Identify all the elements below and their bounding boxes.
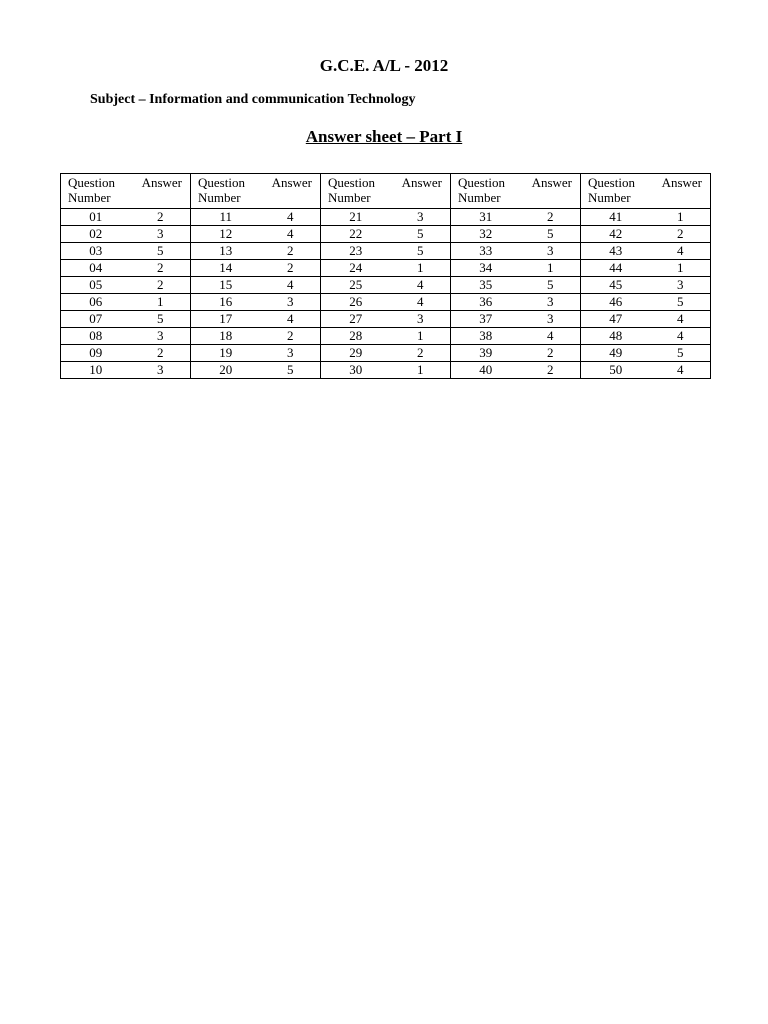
question-number-cell: 41 [581, 209, 651, 226]
page-title: G.C.E. A/L - 2012 [319, 56, 449, 75]
header-answer: Answer [651, 174, 711, 209]
answer-cell: 2 [261, 328, 321, 345]
question-number-cell: 46 [581, 294, 651, 311]
question-number-cell: 15 [191, 277, 261, 294]
question-number-cell: 04 [61, 260, 131, 277]
question-number-cell: 44 [581, 260, 651, 277]
answer-cell: 5 [131, 243, 191, 260]
question-number-cell: 50 [581, 362, 651, 379]
question-number-cell: 27 [321, 311, 391, 328]
question-number-cell: 19 [191, 345, 261, 362]
question-number-cell: 26 [321, 294, 391, 311]
answer-cell: 2 [261, 243, 321, 260]
answer-cell: 3 [131, 328, 191, 345]
answer-cell: 4 [261, 226, 321, 243]
answer-cell: 1 [391, 362, 451, 379]
answer-cell: 5 [131, 311, 191, 328]
answer-cell: 3 [521, 243, 581, 260]
answer-cell: 2 [521, 362, 581, 379]
answer-cell: 3 [391, 311, 451, 328]
question-number-cell: 13 [191, 243, 261, 260]
answer-cell: 2 [131, 209, 191, 226]
question-number-cell: 10 [61, 362, 131, 379]
question-number-cell: 37 [451, 311, 521, 328]
answer-cell: 4 [261, 209, 321, 226]
question-number-cell: 12 [191, 226, 261, 243]
question-number-cell: 05 [61, 277, 131, 294]
header-question-label: Question [68, 175, 115, 190]
header-question-number [321, 174, 391, 209]
header-question-label: Question [458, 175, 505, 190]
question-number-cell: 23 [321, 243, 391, 260]
question-number-cell: 42 [581, 226, 651, 243]
table-row [61, 311, 711, 328]
answer-cell: 2 [521, 345, 581, 362]
question-number-cell: 03 [61, 243, 131, 260]
question-number-cell: 31 [451, 209, 521, 226]
question-number-cell: 36 [451, 294, 521, 311]
answer-cell: 4 [521, 328, 581, 345]
answer-cell: 4 [261, 277, 321, 294]
answer-cell: 1 [651, 260, 711, 277]
answer-cell: 2 [131, 277, 191, 294]
answer-cell: 3 [261, 294, 321, 311]
question-number-cell: 07 [61, 311, 131, 328]
answer-cell: 4 [261, 311, 321, 328]
question-number-cell: 32 [451, 226, 521, 243]
question-number-cell: 01 [61, 209, 131, 226]
answer-cell: 5 [391, 243, 451, 260]
table-body [61, 209, 711, 379]
question-number-cell: 33 [451, 243, 521, 260]
question-number-cell: 06 [61, 294, 131, 311]
answer-cell: 4 [651, 362, 711, 379]
question-number-cell: 35 [451, 277, 521, 294]
question-number-cell: 40 [451, 362, 521, 379]
answer-cell: 1 [391, 328, 451, 345]
question-number-cell: 21 [321, 209, 391, 226]
header-question-number [451, 174, 521, 209]
answer-cell: 2 [131, 345, 191, 362]
header-answer: Answer [131, 174, 191, 209]
header-question-label: Question [588, 175, 635, 190]
table-row [61, 345, 711, 362]
question-number-cell: 08 [61, 328, 131, 345]
table-row [61, 328, 711, 345]
answer-cell: 2 [651, 226, 711, 243]
header-answer: Answer [521, 174, 581, 209]
question-number-cell: 48 [581, 328, 651, 345]
question-number-cell: 16 [191, 294, 261, 311]
question-number-cell: 18 [191, 328, 261, 345]
header-answer: Answer [391, 174, 451, 209]
header-question-number [581, 174, 651, 209]
table-row [61, 226, 711, 243]
answer-cell: 3 [391, 209, 451, 226]
question-number-cell: 20 [191, 362, 261, 379]
answer-cell: 4 [651, 328, 711, 345]
table-row [61, 260, 711, 277]
header-number-label: Number [328, 190, 371, 205]
header-answer: Answer [261, 174, 321, 209]
answer-cell: 4 [651, 311, 711, 328]
question-number-cell: 38 [451, 328, 521, 345]
header-question-label: Question [198, 175, 245, 190]
subject-line: Subject – Information and communication Technology [90, 92, 416, 107]
answer-cell: 3 [131, 362, 191, 379]
answer-cell: 1 [391, 260, 451, 277]
table-header-row [61, 174, 711, 209]
question-number-cell: 22 [321, 226, 391, 243]
answer-cell: 1 [131, 294, 191, 311]
answer-cell: 5 [651, 345, 711, 362]
table-row [61, 243, 711, 260]
answer-cell: 2 [391, 345, 451, 362]
answer-sheet-title: Answer sheet – Part I [305, 127, 463, 146]
answer-cell: 2 [521, 209, 581, 226]
header-number-label: Number [198, 190, 241, 205]
header-number-label: Number [68, 190, 111, 205]
question-number-cell: 02 [61, 226, 131, 243]
answer-cell: 3 [521, 311, 581, 328]
question-number-cell: 30 [321, 362, 391, 379]
table-row [61, 277, 711, 294]
answer-cell: 3 [261, 345, 321, 362]
answer-cell: 4 [651, 243, 711, 260]
question-number-cell: 49 [581, 345, 651, 362]
header-question-number [191, 174, 261, 209]
answer-cell: 1 [521, 260, 581, 277]
question-number-cell: 17 [191, 311, 261, 328]
answer-cell: 4 [391, 277, 451, 294]
table-row [61, 294, 711, 311]
answer-cell: 5 [261, 362, 321, 379]
answer-cell: 2 [131, 260, 191, 277]
question-number-cell: 34 [451, 260, 521, 277]
header-question-number [61, 174, 131, 209]
table-row [61, 209, 711, 226]
answer-cell: 2 [261, 260, 321, 277]
header-number-label: Number [588, 190, 631, 205]
question-number-cell: 14 [191, 260, 261, 277]
answer-cell: 4 [391, 294, 451, 311]
answer-table [60, 173, 711, 379]
question-number-cell: 29 [321, 345, 391, 362]
question-number-cell: 39 [451, 345, 521, 362]
header-number-label: Number [458, 190, 501, 205]
question-number-cell: 11 [191, 209, 261, 226]
question-number-cell: 28 [321, 328, 391, 345]
question-number-cell: 47 [581, 311, 651, 328]
question-number-cell: 25 [321, 277, 391, 294]
question-number-cell: 43 [581, 243, 651, 260]
question-number-cell: 09 [61, 345, 131, 362]
answer-cell: 5 [651, 294, 711, 311]
table-row [61, 362, 711, 379]
answer-cell: 5 [391, 226, 451, 243]
answer-cell: 3 [651, 277, 711, 294]
answer-cell: 3 [521, 294, 581, 311]
answer-cell: 3 [131, 226, 191, 243]
header-question-label: Question [328, 175, 375, 190]
question-number-cell: 24 [321, 260, 391, 277]
answer-cell: 5 [521, 277, 581, 294]
question-number-cell: 45 [581, 277, 651, 294]
answer-cell: 5 [521, 226, 581, 243]
answer-cell: 1 [651, 209, 711, 226]
